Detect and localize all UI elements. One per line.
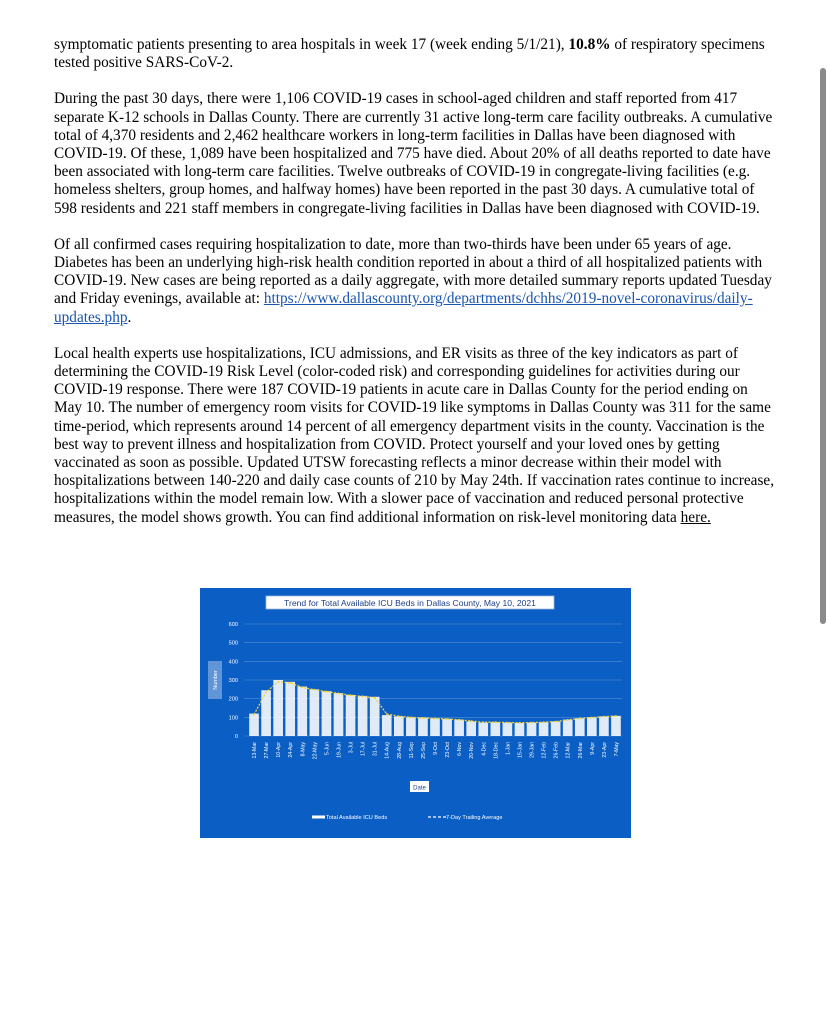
x-tick-label: 19-Jun <box>336 742 343 758</box>
average-point <box>326 691 328 693</box>
x-tick-label: 7-May <box>613 742 620 757</box>
x-tick-label: 15-Jan <box>517 742 524 758</box>
y-tick-label: 100 <box>228 715 238 722</box>
x-tick-label: 5-Jun <box>324 742 331 755</box>
x-tick-label: 9-Apr <box>589 742 596 755</box>
average-point <box>422 717 424 719</box>
x-axis-label: Date <box>413 785 426 792</box>
average-point <box>567 719 569 721</box>
y-tick-label: 600 <box>228 622 238 628</box>
x-tick-label: 25-Sep <box>420 742 427 759</box>
bar <box>273 680 283 736</box>
document-body <box>54 36 778 545</box>
legend-average-label: 7-Day Trailing Average <box>446 815 503 821</box>
bar <box>503 723 513 736</box>
x-tick-label: 24-Apr <box>288 742 295 758</box>
x-tick-label: 20-Nov <box>469 742 476 759</box>
bar <box>587 717 597 736</box>
bar <box>406 717 416 736</box>
y-tick-label: 0 <box>234 734 238 740</box>
bar <box>394 716 404 736</box>
bar <box>322 691 332 736</box>
average-point <box>289 682 291 684</box>
x-tick-label: 9-Oct <box>433 742 439 755</box>
bar <box>370 697 380 736</box>
x-tick-label: 11-Sep <box>408 742 415 759</box>
average-point <box>277 681 279 683</box>
average-point <box>555 721 557 723</box>
x-tick-label: 26-Feb <box>553 742 560 759</box>
x-tick-label: 10-Apr <box>276 742 283 758</box>
icu-beds-chart <box>200 588 631 838</box>
x-tick-label: 13-Mar <box>252 742 259 759</box>
scrollbar[interactable] <box>820 68 826 624</box>
bar <box>599 716 609 736</box>
average-point <box>338 693 340 695</box>
x-tick-label: 1-Jan <box>505 742 512 755</box>
chart-canvas <box>200 588 631 838</box>
average-point <box>265 691 267 693</box>
bar <box>297 687 307 736</box>
x-tick-label: 18-Dec <box>493 742 500 759</box>
x-tick-label: 23-Apr <box>601 742 608 758</box>
x-tick-label: 28-Aug <box>396 742 403 759</box>
bar <box>563 720 573 736</box>
average-point <box>398 715 400 717</box>
y-tick-label: 200 <box>228 696 238 703</box>
average-point <box>615 715 617 717</box>
average-point <box>374 697 376 699</box>
bar <box>310 689 320 736</box>
x-tick-label: 6-Nov <box>457 742 464 756</box>
x-tick-label: 31-Jul <box>372 742 379 757</box>
average-point <box>410 716 412 718</box>
average-point <box>434 718 436 720</box>
paragraph-indicators: Local health experts use hospitalizations, ICU admissions, and ER visits as three of the key indicators as part of determining the COVID-19 Risk Level (color-coded risk) and corresponding guidelines for activities during our COVID-19 response. There were 187 COVID-19 patients in acute care in Dallas County for the period ending on May 10. The number of emergency room visits for COVID-19 like symptoms in Dallas County was 311 for the same time-period, which represents around 14 percent of all emergency department visits in the county. Vaccination is the best way to prevent illness and hospitalization from COVID. Protect yourself and your loved ones by getting vaccinated as soon as possible. Updated UTSW forecasting reflects a minor decrease within their model with hospitalizations between 140-220 and daily case counts of 210 by May 24th. If vaccination rates continue to increase, hospitalizations within the model remain low. With a slower pace of vaccination and reduced personal protective measures, the model shows growth. You can find additional information on risk-level monitoring data here. <box>54 344 775 526</box>
bar <box>527 723 537 736</box>
bar <box>490 722 500 736</box>
average-point <box>494 721 496 723</box>
average-point <box>470 720 472 722</box>
x-tick-label: 3-Jul <box>348 742 355 754</box>
average-point <box>603 716 605 718</box>
x-tick-label: 12-Feb <box>541 742 548 759</box>
x-tick-label: 17-Jul <box>360 742 367 757</box>
bar <box>515 723 525 736</box>
average-point <box>446 718 448 720</box>
x-tick-label: 14-Aug <box>384 742 391 759</box>
average-point <box>386 713 388 715</box>
y-axis-label: Number <box>213 670 219 690</box>
bar <box>334 693 344 736</box>
bar <box>478 723 488 736</box>
average-point <box>519 722 521 724</box>
daily-updates-link[interactable]: https://www.dallascounty.org/departments/dchhs/2019-novel-coronavirus/daily-updates.php <box>54 290 753 326</box>
bar <box>539 722 549 736</box>
x-tick-label: 29-Jan <box>529 742 536 758</box>
positivity-rate: 10.8% <box>568 36 611 53</box>
bar <box>261 690 271 736</box>
bar <box>285 682 295 736</box>
average-point <box>362 696 364 698</box>
bar <box>611 716 621 736</box>
average-point <box>506 722 508 724</box>
average-point <box>350 694 352 696</box>
bar <box>346 695 356 736</box>
x-tick-label: 22-May <box>312 742 319 760</box>
average-point <box>531 722 533 724</box>
average-line <box>254 682 616 723</box>
x-tick-label: 26-Mar <box>577 742 584 759</box>
x-tick-label: 23-Oct <box>445 742 452 758</box>
legend-bars-label: Total Available ICU Beds <box>326 815 388 821</box>
average-point <box>543 721 545 723</box>
bar <box>575 718 585 736</box>
x-tick-label: 4-Dec <box>481 742 488 756</box>
bar <box>382 715 392 736</box>
x-tick-label: 12-Mar <box>565 742 572 759</box>
bar <box>430 718 440 736</box>
bar <box>249 714 259 736</box>
average-point <box>458 719 460 721</box>
x-tick-label: 8-May <box>300 742 307 757</box>
average-point <box>579 718 581 720</box>
paragraph-positivity: symptomatic patients presenting to area hospitals in week 17 (week ending 5/1/21), 10.8% of respiratory specimens tested positive SARS-CoV-2. <box>54 36 765 72</box>
average-point <box>313 689 315 691</box>
bar <box>418 718 428 736</box>
y-tick-label: 300 <box>228 678 238 684</box>
x-tick-label: 27-Mar <box>264 742 271 759</box>
average-point <box>482 721 484 723</box>
risk-level-here-link[interactable]: here. <box>680 508 711 526</box>
y-tick-label: 400 <box>228 659 238 666</box>
bar <box>466 721 476 736</box>
y-tick-label: 500 <box>228 640 238 647</box>
bar <box>358 696 368 736</box>
bar <box>551 721 561 736</box>
paragraph-hospitalization: Of all confirmed cases requiring hospitalization to date, more than two-thirds have been under 65 years of age. Diabetes has been an underlying high-risk health condition reported in about a third of all hospitalized patients with COVID-19. New cases are being reported as a daily aggregate, with more detailed summary reports updated Tuesday and Friday evenings, available at: https://www.dallascounty.org/departments/dchhs/2019-novel-coronavirus/daily-updates.php. <box>54 235 772 326</box>
bar <box>442 719 452 736</box>
average-point <box>301 687 303 689</box>
paragraph-schools-facilities: During the past 30 days, there were 1,106 COVID-19 cases in school-aged children and staff reported from 417 separate K-12 schools in Dallas County. There are currently 31 active long-term care facility outbreaks. A cumulative total of 4,370 residents and 2,462 healthcare workers in long-term facilities in Dallas have been diagnosed with COVID-19. Of these, 1,089 have been hospitalized and 775 have died. About 20% of all deaths reported to date have been associated with long-term care facilities. Twelve outbreaks of COVID-19 in congregate-living facilities (e.g. homeless shelters, group homes, and halfway homes) have been reported in the past 30 days. A cumulative total of 598 residents and 221 staff members in congregate-living facilities in Dallas have been diagnosed with COVID-19. <box>54 90 773 217</box>
chart-title: Trend for Total Available ICU Beds in Dallas County, May 10, 2021 <box>284 598 536 608</box>
average-point <box>591 717 593 719</box>
average-point <box>253 714 255 716</box>
bar <box>454 720 464 736</box>
